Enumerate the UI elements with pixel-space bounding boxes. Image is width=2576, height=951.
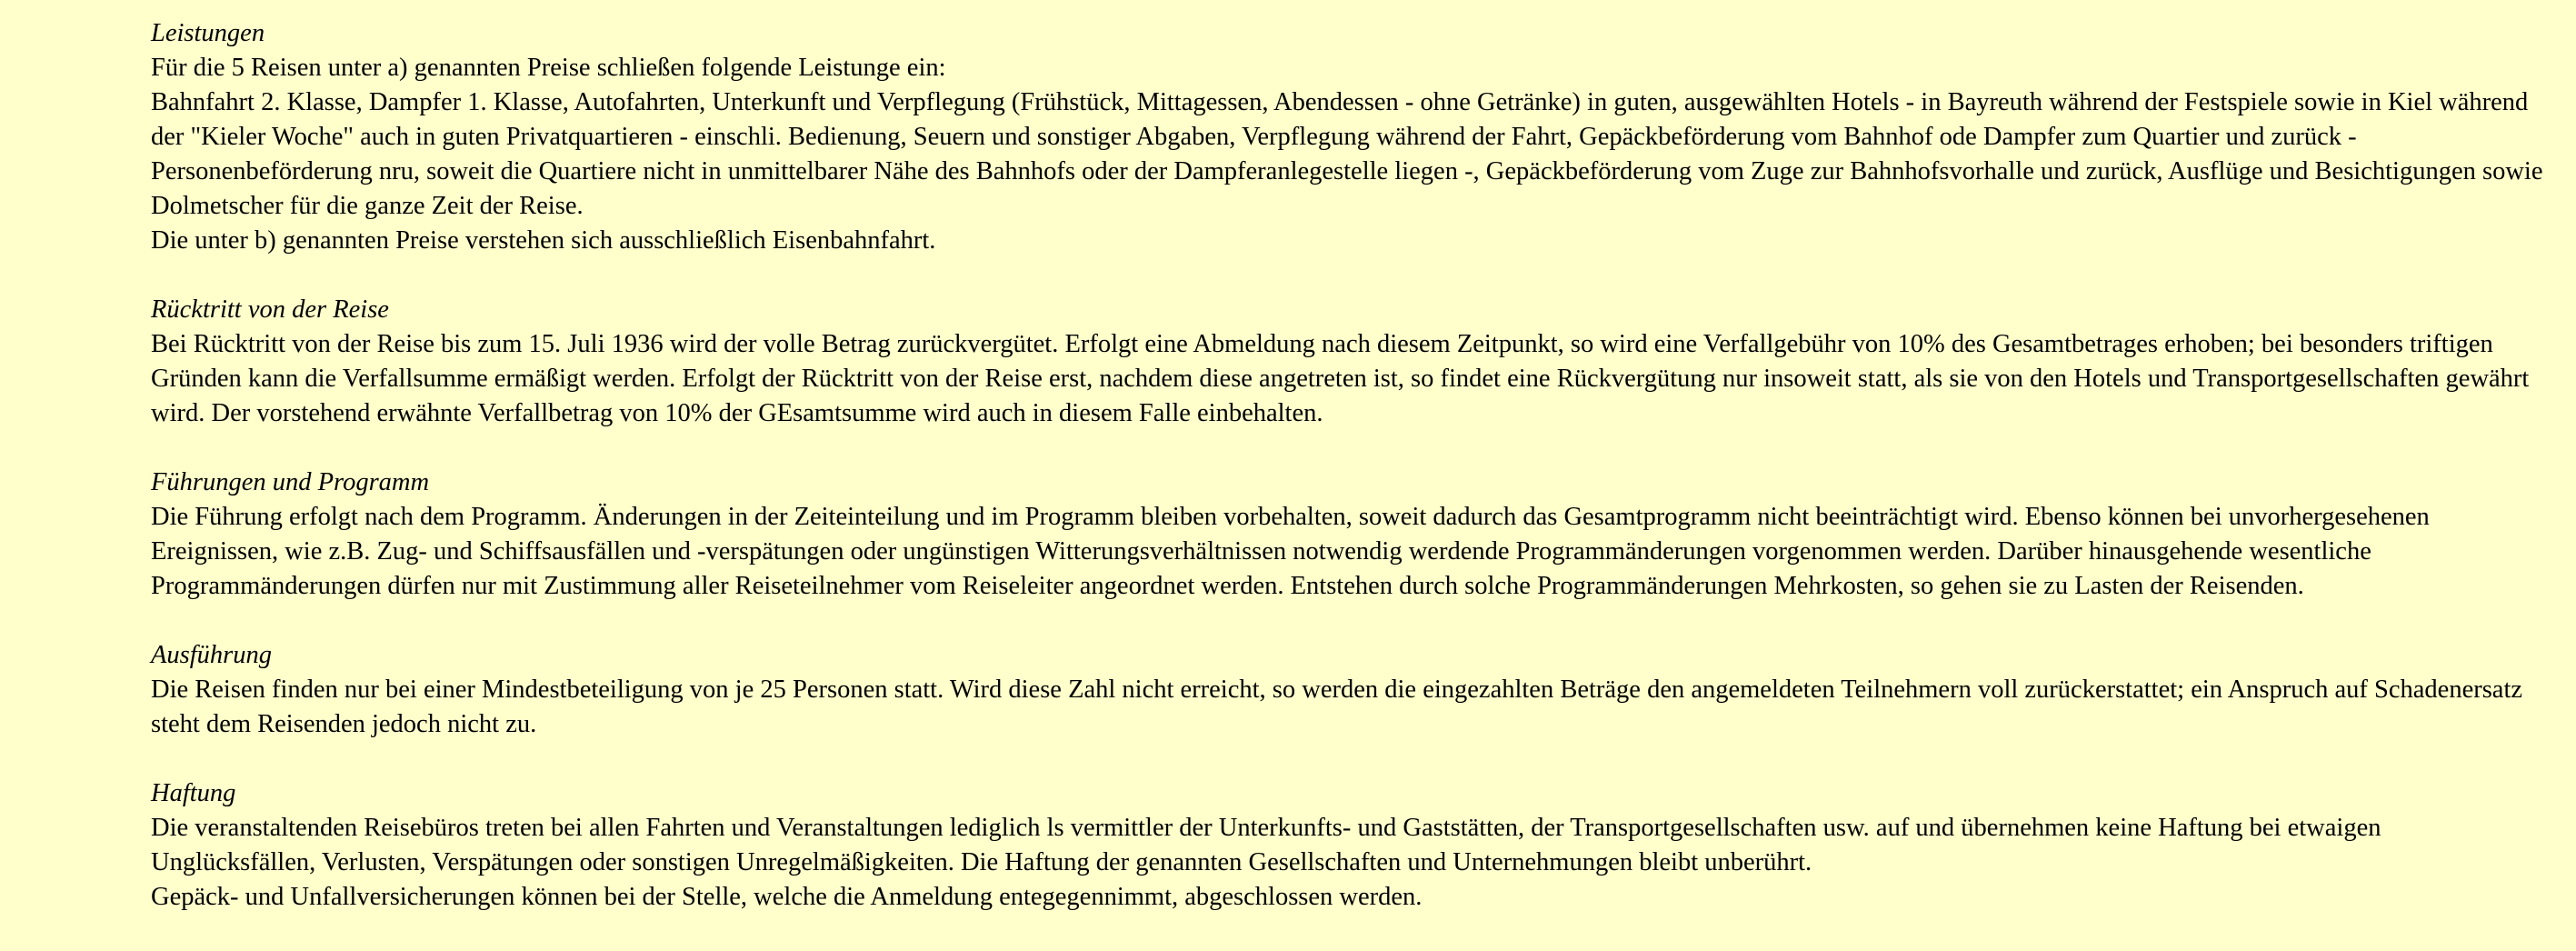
section-fuehrungen-und-programm xyxy=(151,465,2551,604)
section-leistungen xyxy=(151,16,2551,258)
section-haftung xyxy=(151,776,2551,915)
paragraph: Für die 5 Reisen unter a) genannten Preise schließen folgende Leistunge ein: xyxy=(151,54,946,82)
paragraph: Die Reisen finden nur bei einer Mindestbeteiligung von je 25 Personen statt. Wird diese Zahl nicht erreicht, so werden die eingezahlten Beträge den angemeldeten Teilnehmern voll zurückerstattet; ein Anspruch auf Schadenersatz steht dem Reisenden jedoch nicht zu. xyxy=(151,676,2523,738)
paragraph: Die veranstaltenden Reisebüros treten bei allen Fahrten und Veranstaltungen lediglich ls vermittler der Unterkunfts- und Gaststätten, der Transportgesellschaften usw. auf und übernehmen keine Haftung bei etwaigen Unglücksfällen, Verlusten, Verspätungen oder sonstigen Unregelmäßigkeiten. Die Haftung der genannten Gesellschaften und Unternehmungen bleibt unberührt. xyxy=(151,814,2381,876)
section-ausfuehrung xyxy=(151,638,2551,742)
paragraph: Die Führung erfolgt nach dem Programm. Änderungen in der Zeiteinteilung und im Programm bleiben vorbehalten, soweit dadurch das Gesamtprogramm nicht beeinträchtigt wird. Ebenso können bei unvorhergesehenen Ereignissen, wie z.B. Zug- und Schiffsausfällen und -verspätungen oder ungünstigen Witterungsverhältnissen notwendig werdende Programmänderungen vorgenommen werden. Darüber hinausgehende wesentliche Programmänderungen dürfen nur mit Zustimmung aller Reiseteilnehmer vom Reiseleiter angeordnet werden. Entstehen durch solche Programmänderungen Mehrkosten, so gehen sie zu Lasten der Reisenden. xyxy=(151,503,2430,600)
section-heading: Rücktritt von der Reise xyxy=(151,295,389,324)
section-heading: Ausführung xyxy=(151,641,273,669)
paragraph: Die unter b) genannten Preise verstehen sich ausschließlich Eisenbahnfahrt. xyxy=(151,226,936,255)
section-heading: Leistungen xyxy=(151,19,265,47)
paragraph: Gepäck- und Unfallversicherungen können bei der Stelle, welche die Anmeldung entegegennimmt, abgeschlossen werden. xyxy=(151,883,1423,911)
section-ruecktritt xyxy=(151,293,2551,431)
paragraph: Bei Rücktritt von der Reise bis zum 15. Juli 1936 wird der volle Betrag zurückvergütet. Erfolgt eine Abmeldung nach diesem Zeitpunkt, so wird eine Verfallgebühr von 10% des Gesamtbetrages erhoben; bei besonders triftigen Gründen kann die Verfallsumme ermäßigt werden. Erfolgt der Rücktritt von der Reise erst, nachdem diese angetreten ist, so findet eine Rückvergütung nur insoweit statt, als sie von den Hotels und Transportgesellschaften gewährt wird. Der vorstehend erwähnte Verfallbetrag von 10% der GEsamtsumme wird auch in diesem Falle einbehalten. xyxy=(151,330,2530,427)
section-heading: Führungen und Programm xyxy=(151,468,430,496)
paragraph: Bahnfahrt 2. Klasse, Dampfer 1. Klasse, Autofahrten, Unterkunft und Verpflegung (Frühstück, Mittagessen, Abendessen - ohne Getränke) in guten, ausgewählten Hotels - in Bayreuth während der Festspiele sowie in Kiel während der "Kieler Woche" auch in guten Privatquartieren - einschli. Bedienung, Seuern und sonstiger Abgaben, Verpflegung während der Fahrt, Gepäckbeförderung vom Bahnhof ode Dampfer zum Quartier und zurück - Personenbeförderung nru, soweit die Quartiere nicht in unmittelbarer Nähe des Bahnhofs oder der Dampferanlegestelle liegen -, Gepäckbeförderung vom Zuge zur Bahnhofsvorhalle und zurück, Ausflüge und Besichtigungen sowie Dolmetscher für die ganze Zeit der Reise. xyxy=(151,88,2543,220)
section-heading: Haftung xyxy=(151,779,236,807)
document-page xyxy=(151,16,2551,915)
